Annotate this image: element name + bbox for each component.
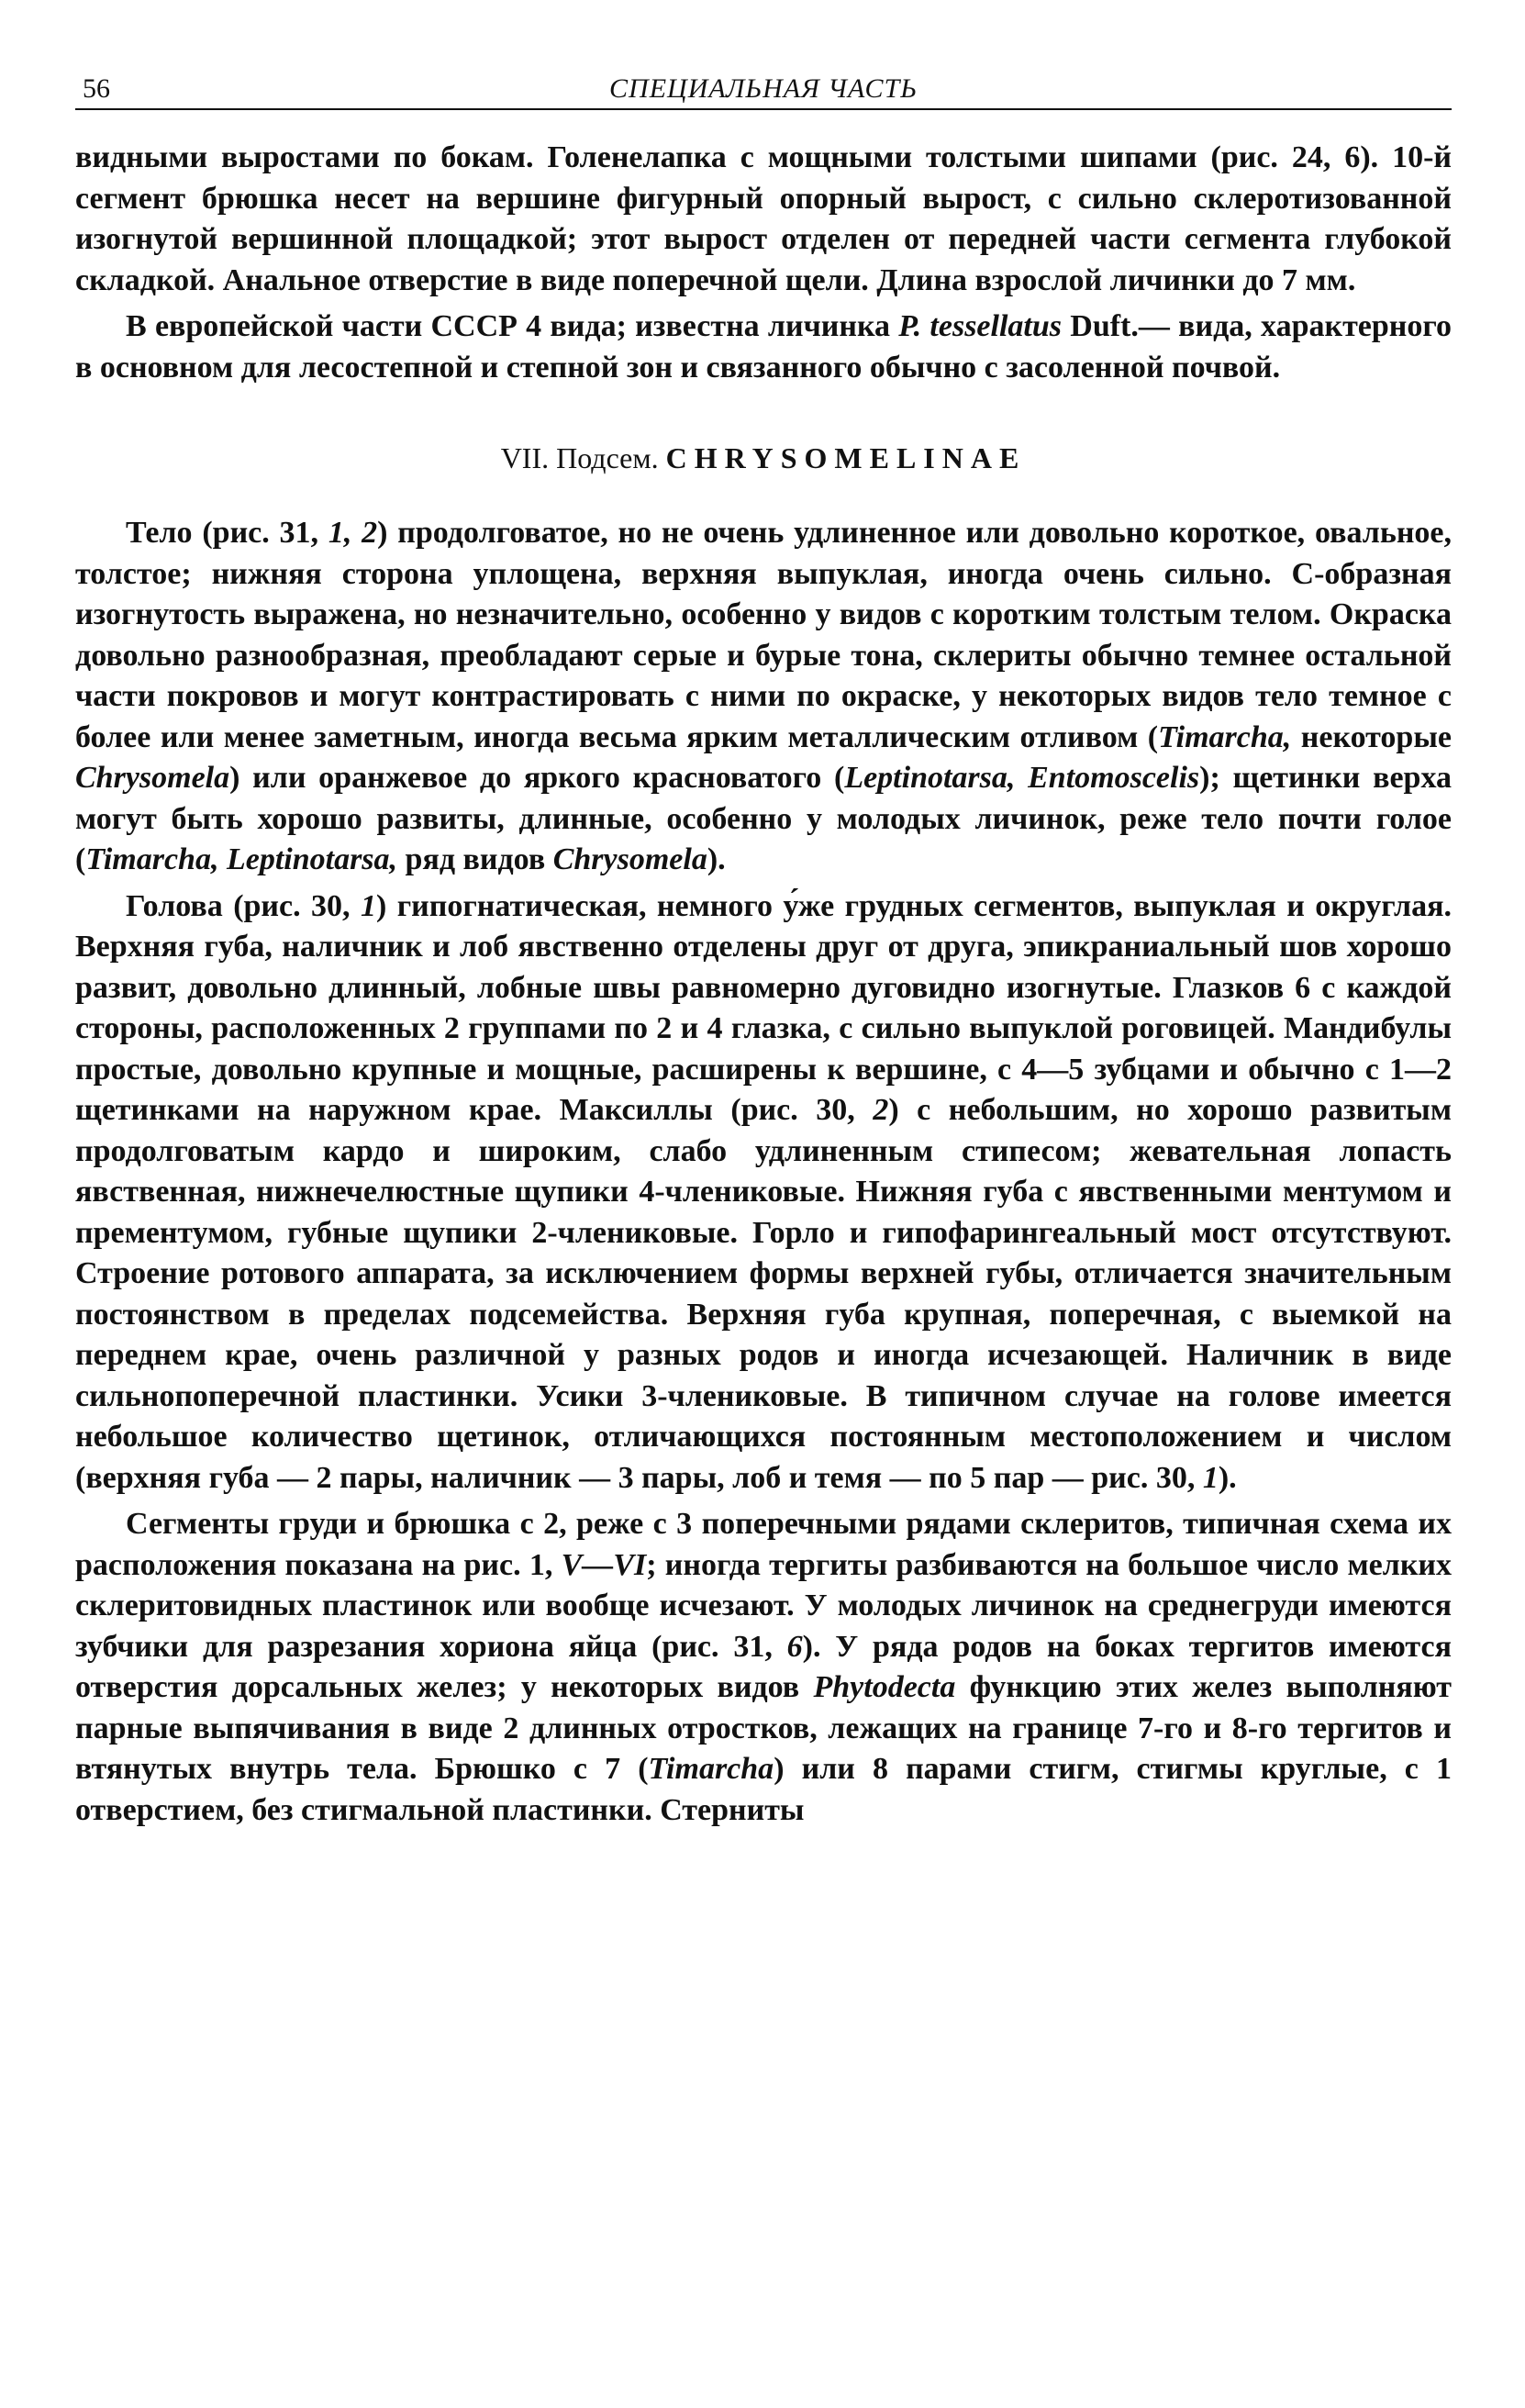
paragraph: Голова (рис. 30, 1) гипогнатическая, немного у́же грудных сегментов, выпуклая и округлая. Верхняя губа, наличник и лоб явственно отделены друг от друга, эпикраниальный шов хорошо развит, довольно длинный, лобные швы равномерно дуговидно изогнутые. Глазков 6 с каждой стороны, расположенных 2 группами по 2 и 4 глазка, с сильно выпуклой роговицей. Мандибулы простые, довольно крупные и мощные, расширены к вершине, с 4—5 зубцами и обычно с 1—2 щетинками на наружном крае. Максиллы (рис. 30, 2) с небольшим, но хорошо развитым продолговатым кардо и широким, слабо удлиненным стипесом; жевательная лопасть явственная, нижнечелюстные щупики 4-члениковые. Нижняя губа с явственными ментумом и прементумом, губные щупики 2-члениковые. Горло и гипофарингеальный мост отсутствуют. Строение ротового аппарата, за исключением формы верхней губы, отличается значительным постоянством в пределах подсемейства. Верхняя губа крупная, поперечная, с выемкой на переднем крае, очень различной у разных родов и иногда исчезающей. Наличник в виде сильнопоперечной пластинки. Усики 3-члениковые. В типичном случае на голове имеется небольшое количество щетинок, отличающихся постоянным местоположением и числом (верхняя губа — 2 пары, наличник — 3 пары, лоб и темя — по 5 пар — рис. 30, 1). [75,888,1452,1495]
section-heading-prefix: VII. Подсем. [500,441,659,474]
section-heading-name: CHRYSOMELINAE [665,441,1027,474]
paragraph: видными выростами по бокам. Голенелапка с мощными толстыми шипами (рис. 24, 6). 10-й сегмент брюшка несет на вершине фигурный опорный вырост, с сильно склеротизованной изогнутой вершинной площадкой; этот вырост отделен от передней части сегмента глубокой складкой. Анальное отверстие в виде поперечной щели. Длина взрослой личинки до 7 мм. [75,140,1452,297]
page-header [75,66,1452,110]
paragraph: Тело (рис. 31, 1, 2) продолговатое, но не очень удлиненное или довольно короткое, овальное, толстое; нижняя сторона уплощена, верхняя выпуклая, иногда очень сильно. С-образная изогнутость выражена, но незначительно, особенно у видов с коротким толстым телом. Окраска довольно разнообразная, преобладают серые и бурые тона, склериты обычно темнее остальной части покровов и могут контрастировать с ними по окраске, у некоторых видов тело темное с более или менее заметным, иногда весьма ярким металлическим отливом (Timarcha, некоторые Chrysomela) или оранжевое до яркого красноватого (Leptinotarsa, Entomoscelis); щетинки верха могут быть хорошо развиты, длинные, особенно у молодых личинок, реже тело почти голое (Timarcha, Leptinotarsa, ряд видов Chrysomela). [75,516,1453,876]
page-number: 56 [83,73,110,104]
paragraph: Сегменты груди и брюшка с 2, реже с 3 поперечными рядами склеритов, типичная схема их расположения показана на рис. 1, V—VI; иногда тергиты разбиваются на большое число мелких склеритовидных пластинок или вообще исчезают. У молодых личинок на среднегруди имеются зубчики для разрезания хориона яйца (рис. 31, 6). У ряда родов на боках тергитов имеются отверстия дорсальных желез; у некоторых видов Phytodecta функцию этих желез выполняют парные выпячивания в виде 2 длинных отростков, лежащих на границе 7-го и 8-го тергитов и втянутых внутрь тела. Брюшко с 7 (Timarcha) или 8 парами стигм, стигмы круглые, с 1 отверстием, без стигмальной пластинки. Стерниты [75,1507,1452,1827]
body-text [75,138,1452,1831]
section-heading [75,440,1452,476]
paragraph: В европейской части СССР 4 вида; известна личинка P. tessellatus Duft.— вида, характерного в основном для лесостепной и степной зон и связанного обычно с засоленной почвой. [75,309,1452,385]
running-head: СПЕЦИАЛЬНАЯ ЧАСТЬ [609,73,918,104]
